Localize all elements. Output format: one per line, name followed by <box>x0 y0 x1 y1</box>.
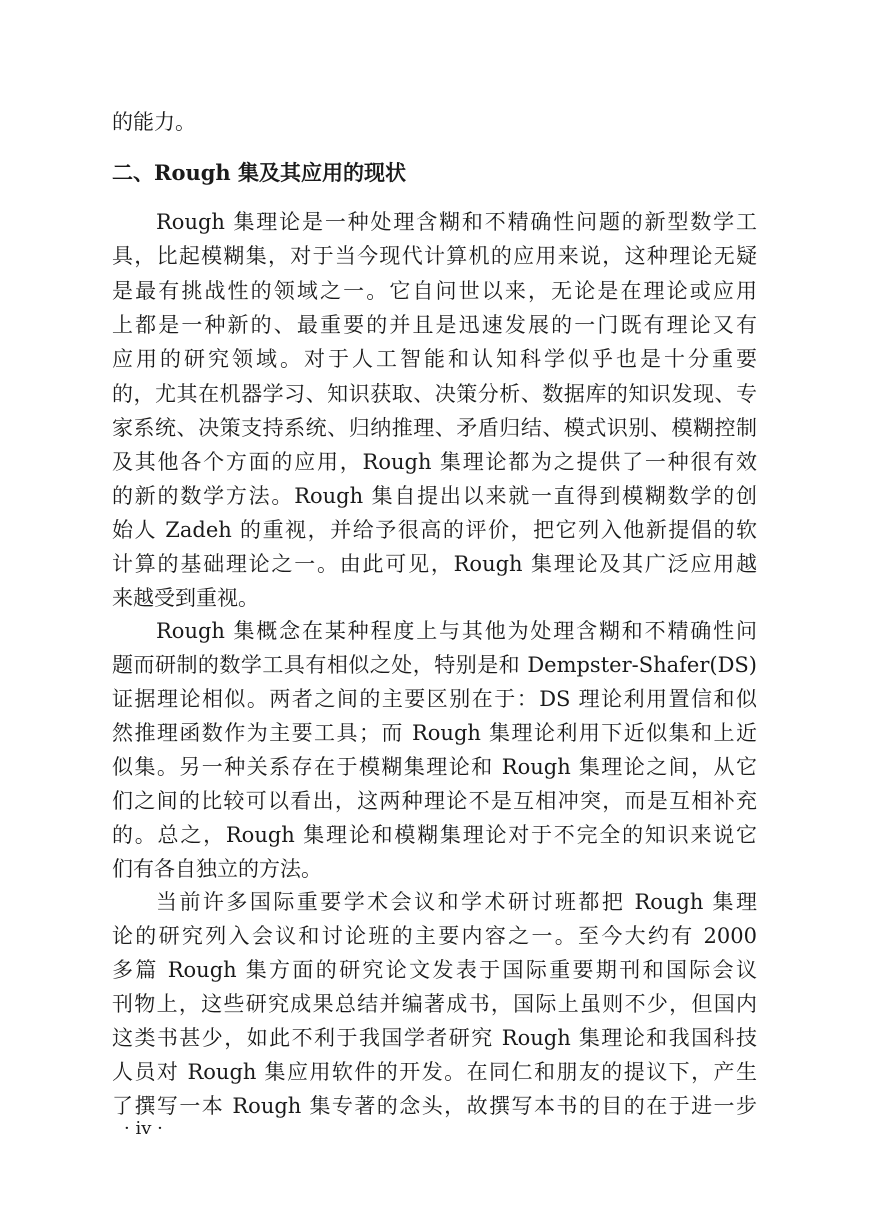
text-line: 的，尤其在机器学习、知识获取、决策分析、数据库的知识发现、专 <box>112 382 757 406</box>
text-line: 家系统、决策支持系统、归纳推理、矛盾归结、模式识别、模糊控制 <box>112 416 757 440</box>
text-line: 多篇 Rough 集方面的研究论文发表于国际重要期刊和国际会议 <box>112 958 757 982</box>
text-line: 证据理论相似。两者之间的主要区别在于：DS 理论利用置信和似 <box>112 687 757 711</box>
text-line: 应用的研究领域。对于人工智能和认知科学似乎也是十分重要 <box>112 347 757 371</box>
text-line: 题而研制的数学工具有相似之处，特别是和 Dempster-Shafer(DS) <box>112 653 757 677</box>
text-line: 人员对 Rough 集应用软件的开发。在同仁和朋友的提议下，产生 <box>112 1060 757 1084</box>
text-line: 具，比起模糊集，对于当今现代计算机的应用来说，这种理论无疑 <box>112 244 757 268</box>
text-line: 是最有挑战性的领域之一。它自问世以来，无论是在理论或应用 <box>112 279 757 303</box>
section-heading: 二、Rough 集及其应用的现状 <box>112 160 406 185</box>
text-line: 然推理函数作为主要工具；而 Rough 集理论利用下近似集和上近 <box>112 721 757 745</box>
text-line: 论的研究列入会议和讨论班的主要内容之一。至今大约有 2000 <box>112 924 757 948</box>
text-line: 这类书甚少，如此不利于我国学者研究 Rough 集理论和我国科技 <box>112 1026 757 1050</box>
text-line: 们有各自独立的方法。 <box>112 857 322 881</box>
text-line: Rough 集概念在某种程度上与其他为处理含糊和不精确性问 <box>156 619 757 643</box>
text-line: 当前许多国际重要学术会议和学术研讨班都把 Rough 集理 <box>156 890 757 914</box>
text-line: 始人 Zadeh 的重视，并给予很高的评价，把它列入他新提倡的软 <box>112 518 757 542</box>
text-line: 了撰写一本 Rough 集专著的念头，故撰写本书的目的在于进一步 <box>112 1094 757 1118</box>
text-line: 的。总之，Rough 集理论和模糊集理论对于不完全的知识来说它 <box>112 823 757 847</box>
page-number: · iv · <box>124 1118 163 1139</box>
text-line: 们之间的比较可以看出，这两种理论不是互相冲突，而是互相补充 <box>112 789 757 813</box>
text-line: 刊物上，这些研究成果总结并编著成书，国际上虽则不少，但国内 <box>112 992 757 1016</box>
text-line: 来越受到重视。 <box>112 586 259 610</box>
text-line: 上都是一种新的、最重要的并且是迅速发展的一门既有理论又有 <box>112 313 757 337</box>
text-line: Rough 集理论是一种处理含糊和不精确性问题的新型数学工 <box>156 210 757 234</box>
text-line: 的新的数学方法。Rough 集自提出以来就一直得到模糊数学的创 <box>112 484 757 508</box>
text-line: 似集。另一种关系存在于模糊集理论和 Rough 集理论之间，从它 <box>112 755 757 779</box>
text-line: 计算的基础理论之一。由此可见，Rough 集理论及其广泛应用越 <box>112 552 757 576</box>
text-line: 及其他各个方面的应用，Rough 集理论都为之提供了一种很有效 <box>112 450 757 474</box>
text-line: 的能力。 <box>112 110 196 134</box>
